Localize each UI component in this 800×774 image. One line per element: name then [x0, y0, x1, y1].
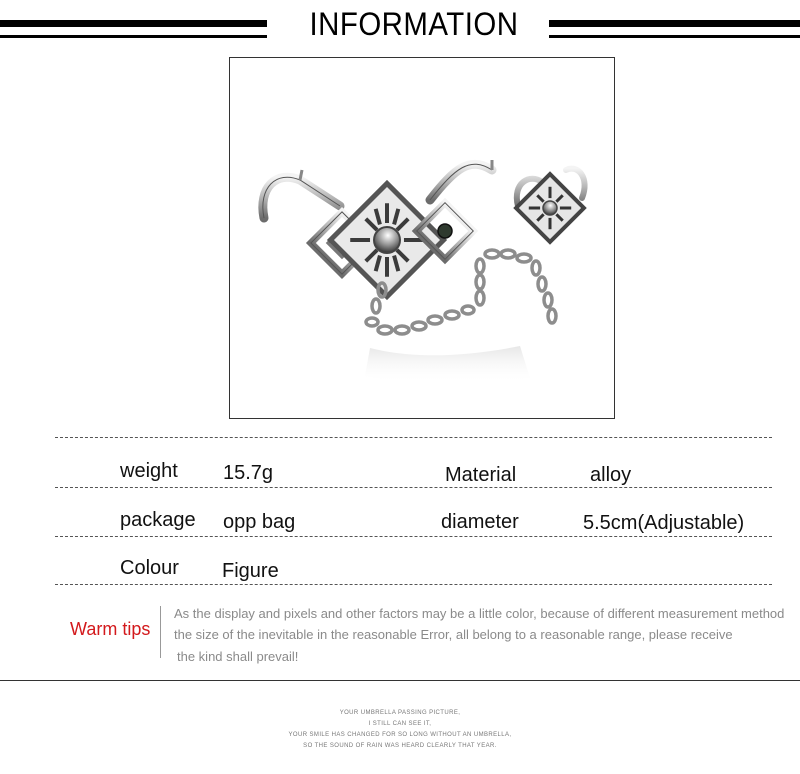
slogan-line: I STILL CAN SEE IT, — [368, 721, 432, 727]
colour-label: Colour — [120, 557, 179, 579]
weight-label: weight — [120, 460, 178, 482]
header-left-line — [0, 35, 267, 38]
footer-rule — [0, 680, 800, 681]
warm-tips-line: the kind shall prevail! — [177, 649, 299, 664]
slogan-line: SO THE SOUND OF RAIN WAS HEARD CLEARLY THAT YEAR. — [303, 743, 497, 749]
diameter-value: 5.5cm(Adjustable) — [583, 512, 745, 534]
material-value: alloy — [590, 464, 632, 486]
divider — [55, 584, 772, 585]
warm-tips-line: the size of the inevitable in the reasonable Error, all belong to a reasonable range, please receive — [174, 627, 733, 642]
warm-tips-line: As the display and pixels and other factors may be a little color, because of different measurement method — [174, 606, 785, 621]
header-right-line — [549, 35, 800, 38]
header-right-bar — [549, 20, 800, 27]
product-image-frame — [229, 57, 615, 419]
warm-tips-separator — [160, 606, 161, 658]
package-label: package — [120, 509, 196, 531]
material-label: Material — [445, 464, 517, 486]
divider — [55, 536, 772, 537]
page-title: INFORMATION — [309, 6, 519, 42]
diameter-label: diameter — [441, 511, 519, 533]
divider — [55, 437, 772, 438]
ring-diamond — [516, 174, 584, 242]
header-left-bar — [0, 20, 267, 27]
product-image — [230, 58, 614, 418]
cuff-band-right — [430, 164, 492, 200]
reflection — [365, 346, 530, 384]
slogan-line: YOUR SMILE HAS CHANGED FOR SO LONG WITHOUT AN UMBRELLA, — [288, 732, 512, 738]
colour-value: Figure — [222, 560, 279, 582]
slogan-line: YOUR UMBRELLA PASSING PICTURE, — [339, 710, 461, 716]
warm-tips-label: Warm tips — [70, 619, 151, 639]
cuff-band — [263, 177, 340, 218]
package-value: opp bag — [223, 511, 296, 533]
weight-value: 15.7g — [223, 462, 274, 484]
divider — [55, 487, 772, 488]
